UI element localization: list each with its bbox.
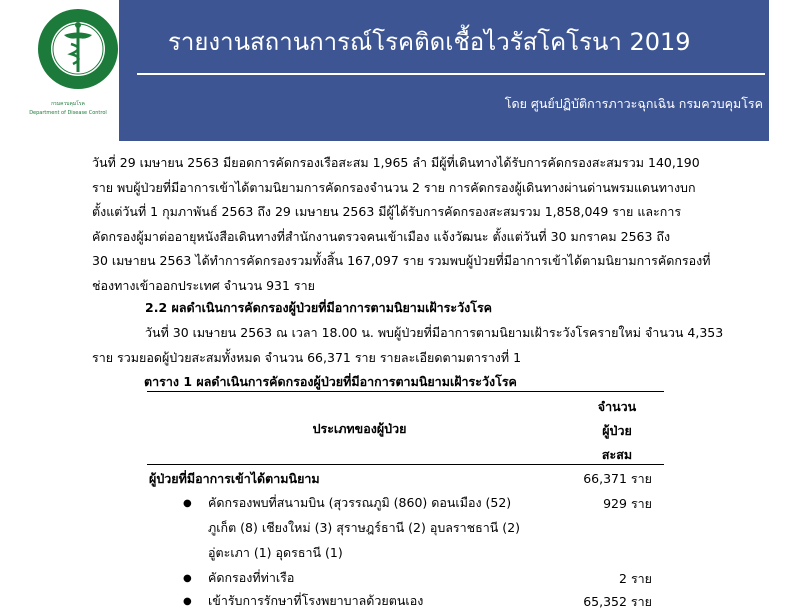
report-title: รายงานสถานการณ์โรคติดเชื้อไวรัสโคโรนา 2019 — [168, 28, 691, 56]
table-caption: ตาราง 1 ผลดำเนินการคัดกรองผู้ป่วยที่มีอาการตามนิยามเฝ้าระวังโรค — [144, 374, 517, 389]
table-header-patient-type: ประเภทของผู้ป่วย — [312, 421, 407, 436]
row-value: 929 ราย — [603, 496, 652, 511]
section-paragraph — [92, 320, 752, 370]
ministry-of-public-health-logo — [37, 8, 119, 90]
row-line: เข้ารับการรักษาที่โรงพยาบาลด้วยตนเอง — [208, 593, 424, 608]
header-divider — [137, 73, 765, 75]
table-group-value: 66,371 ราย — [583, 471, 652, 486]
table-group-label: ผู้ป่วยที่มีอาการเข้าได้ตามนิยาม — [149, 471, 320, 486]
paragraph-line: ราย รวมยอดผู้ป่วยสะสมทั้งหมด จำนวน 66,371 ราย รายละเอียดตามตารางที่ 1 — [92, 350, 522, 365]
paragraph-line: คัดกรองผู้มาต่ออายุหนังสือเดินทางที่สำนักงานตรวจคนเข้าเมือง แจ้งวัฒนะ ตั้งแต่วันที่ 30 มกราคม 2563 ถึง — [92, 228, 671, 244]
table-top-border — [147, 391, 664, 392]
header-line: จำนวน — [597, 399, 637, 414]
header-line: สะสม — [601, 447, 633, 462]
row-value: 65,352 ราย — [583, 594, 652, 609]
report-subtitle: โดย ศูนย์ปฏิบัติการภาวะฉุกเฉิน กรมควบคุมโรค — [504, 96, 763, 111]
bullet-icon: ● — [183, 573, 192, 584]
paragraph-line: ตั้งแต่วันที่ 1 กุมภาพันธ์ 2563 ถึง 29 เมษายน 2563 มีผู้ได้รับการคัดกรองสะสมรวม 1,858,049 ราย และการ — [92, 204, 682, 219]
header-line: ผู้ป่วย — [602, 423, 632, 438]
logo-caption-english: Department of Disease Control — [29, 110, 107, 116]
table-header-cumulative-count — [572, 395, 662, 467]
row-line: คัดกรองพบที่สนามบิน (สุวรรณภูมิ (860) ดอนเมือง (52) — [208, 495, 512, 510]
paragraph-line: ช่องทางเข้าออกประเทศ จำนวน 931 ราย — [92, 277, 315, 293]
paragraph-line: วันที่ 30 เมษายน 2563 ณ เวลา 18.00 น. พบผู้ป่วยที่มีอาการตามนิยามเฝ้าระวังโรครายใหม่ จำนวน 4,353 — [145, 325, 724, 340]
bullet-icon: ● — [183, 596, 192, 607]
section-heading: 2.2 ผลดำเนินการคัดกรองผู้ป่วยที่มีอาการตามนิยามเฝ้าระวังโรค — [145, 300, 493, 315]
logo-caption-thai: กรมควบคุมโรค — [51, 101, 85, 107]
logo-area — [17, 0, 119, 141]
intro-paragraph — [92, 151, 732, 298]
table-row — [208, 565, 294, 590]
row-line: คัดกรองที่ท่าเรือ — [208, 570, 295, 585]
paragraph-line: วันที่ 29 เมษายน 2563 มียอดการคัดกรองเรือสะสม 1,965 ลำ มีผู้ที่เดินทางได้รับการคัดกรองสะสมรวม 140,190 — [92, 155, 700, 170]
table-row — [208, 490, 520, 565]
row-line: อู่ตะเภา (1) อุดรธานี (1) — [208, 545, 343, 560]
paragraph-line: ราย พบผู้ป่วยที่มีอาการเข้าได้ตามนิยามการคัดกรองจำนวน 2 ราย การคัดกรองผู้เดินทางผ่านด่านพรมแดนทางบก — [92, 179, 696, 195]
row-line: ภูเก็ต (8) เชียงใหม่ (3) สุราษฎร์ธานี (2) อุบลราชธานี (2) — [208, 520, 521, 535]
paragraph-line: 30 เมษายน 2563 ได้ทำการคัดกรองรวมทั้งสิ้น 167,097 ราย รวมพบผู้ป่วยที่มีอาการเข้าได้ตามนิยามการคัดกรองที่ — [92, 253, 711, 268]
table-row — [208, 588, 423, 613]
bullet-icon: ● — [183, 498, 192, 509]
row-value: 2 ราย — [619, 571, 652, 586]
table-header-border — [147, 464, 664, 465]
